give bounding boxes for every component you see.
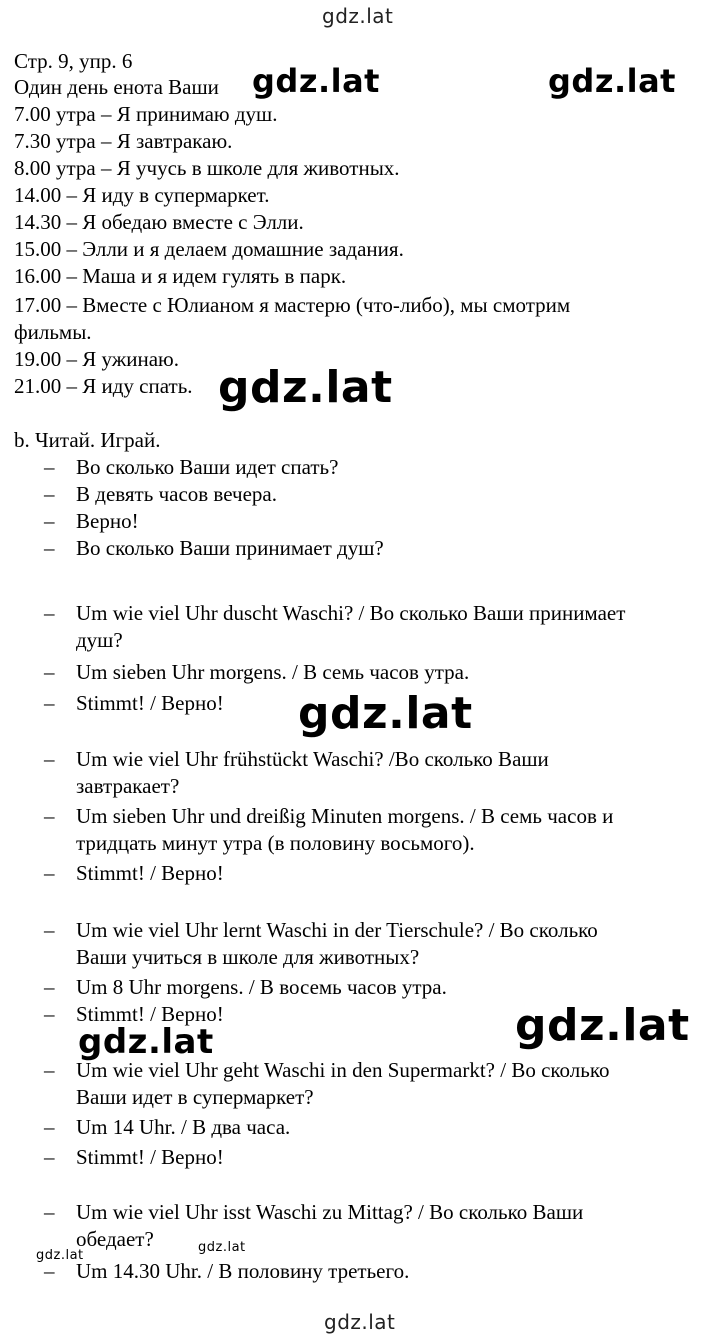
dialogue-line: обедает? xyxy=(76,1227,154,1251)
dash-marker: – xyxy=(44,1002,55,1026)
watermark-top: gdz.lat xyxy=(322,4,394,28)
dash-marker: – xyxy=(44,747,55,771)
schedule-line: 16.00 – Маша и я идем гулять в парк. xyxy=(14,264,347,288)
dash-marker: – xyxy=(44,1115,55,1139)
schedule-line: 14.30 – Я обедаю вместе с Элли. xyxy=(14,210,304,234)
watermark-4: gdz.lat xyxy=(298,688,473,739)
watermark-2: gdz.lat xyxy=(548,62,676,100)
dialogue-line: Stimmt! / Верно! xyxy=(76,861,224,885)
watermark-bottom: gdz.lat xyxy=(324,1310,396,1334)
dash-marker: – xyxy=(44,975,55,999)
dialogue-line: Um 14.30 Uhr. / В половину третьего. xyxy=(76,1259,410,1283)
dialogue-line: В девять часов вечера. xyxy=(76,482,277,506)
dialogue-line: Um wie viel Uhr geht Waschi in den Supermarkt? / Во сколько xyxy=(76,1058,610,1082)
dialogue-line: Um wie viel Uhr isst Waschi zu Mittag? / Во сколько Ваши xyxy=(76,1200,584,1224)
dash-marker: – xyxy=(44,861,55,885)
dialogue-line: Um sieben Uhr morgens. / В семь часов утра. xyxy=(76,660,470,684)
dialogue-line: Ваши идет в супермаркет? xyxy=(76,1085,314,1109)
exercise-ref: Стр. 9, упр. 6 xyxy=(14,49,133,73)
schedule-line: 19.00 – Я ужинаю. xyxy=(14,347,179,371)
dash-marker: – xyxy=(44,691,55,715)
dialogue-line: Верно! xyxy=(76,509,139,533)
dash-marker: – xyxy=(44,1058,55,1082)
schedule-line: 8.00 утра – Я учусь в школе для животных. xyxy=(14,156,400,180)
dialogue-line: Um 14 Uhr. / В два часа. xyxy=(76,1115,291,1139)
dash-marker: – xyxy=(44,918,55,942)
dialogue-line: душ? xyxy=(76,628,123,652)
watermark-6: gdz.lat xyxy=(515,1000,690,1051)
dialogue-line: тридцать минут утра (в половину восьмого). xyxy=(76,831,475,855)
schedule-line: 17.00 – Вместе с Юлианом я мастерю (что-либо), мы смотрим xyxy=(14,293,571,317)
dash-marker: – xyxy=(44,1145,55,1169)
dash-marker: – xyxy=(44,536,55,560)
dialogue-line: Во сколько Ваши принимает душ? xyxy=(76,536,384,560)
dash-marker: – xyxy=(44,660,55,684)
dash-marker: – xyxy=(44,455,55,479)
dialogue-line: Stimmt! / Верно! xyxy=(76,1002,224,1026)
dialogue-line: Stimmt! / Верно! xyxy=(76,691,224,715)
schedule-line: 14.00 – Я иду в супермаркет. xyxy=(14,183,270,207)
schedule-line: фильмы. xyxy=(14,320,92,344)
dash-marker: – xyxy=(44,601,55,625)
schedule-line: 15.00 – Элли и я делаем домашние задания. xyxy=(14,237,404,261)
dialogue-line: Um wie viel Uhr duscht Waschi? / Во сколько Ваши принимает xyxy=(76,601,626,625)
watermark-3: gdz.lat xyxy=(218,362,393,413)
dialogue-line: Ваши учиться в школе для животных? xyxy=(76,945,420,969)
dialogue-line: Um sieben Uhr und dreißig Minuten morgens. / В семь часов и xyxy=(76,804,614,828)
dialogue-line: завтракает? xyxy=(76,774,180,798)
dash-marker: – xyxy=(44,1200,55,1224)
dialogue-line: Stimmt! / Верно! xyxy=(76,1145,224,1169)
schedule-line: 7.00 утра – Я принимаю душ. xyxy=(14,102,278,126)
watermark-8: gdz.lat xyxy=(198,1240,246,1255)
exercise-title: Один день енота Ваши xyxy=(14,75,219,99)
schedule-line: 7.30 утра – Я завтракаю. xyxy=(14,129,233,153)
dialogue-line: Um wie viel Uhr frühstückt Waschi? /Во сколько Ваши xyxy=(76,747,549,771)
watermark-1: gdz.lat xyxy=(252,62,380,100)
dash-marker: – xyxy=(44,509,55,533)
schedule-line: 21.00 – Я иду спать. xyxy=(14,374,193,398)
dash-marker: – xyxy=(44,804,55,828)
dialogue-line: Um wie viel Uhr lernt Waschi in der Tierschule? / Во сколько xyxy=(76,918,598,942)
dialogue-line: Um 8 Uhr morgens. / В восемь часов утра. xyxy=(76,975,447,999)
watermark-7: gdz.lat xyxy=(36,1248,84,1263)
dash-marker: – xyxy=(44,482,55,506)
watermark-5: gdz.lat xyxy=(78,1022,214,1062)
dash-marker: – xyxy=(44,1259,55,1283)
dialogue-line: Во сколько Ваши идет спать? xyxy=(76,455,339,479)
part-b-heading: b. Читай. Играй. xyxy=(14,428,161,452)
